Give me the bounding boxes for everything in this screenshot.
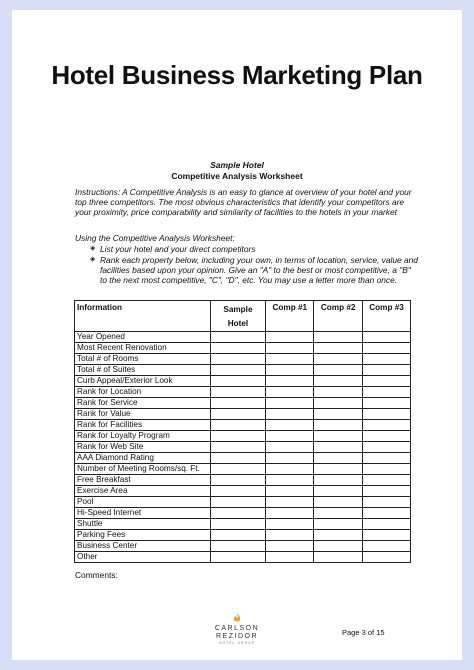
cell-sample-hotel bbox=[210, 431, 266, 442]
cell-comp-3 bbox=[363, 464, 411, 475]
cell-comp-1 bbox=[266, 431, 314, 442]
cell-comp-3 bbox=[363, 475, 411, 486]
table-row bbox=[75, 497, 411, 508]
cell-comp-3 bbox=[363, 530, 411, 541]
row-label: Total # of Suites bbox=[75, 365, 211, 376]
cell-comp-3 bbox=[363, 552, 411, 563]
table-row bbox=[75, 519, 411, 530]
row-label: Curb Appeal/Exterior Look bbox=[75, 376, 211, 387]
cell-comp-1 bbox=[266, 453, 314, 464]
row-label: Rank for Loyalty Program bbox=[75, 431, 211, 442]
cell-comp-3 bbox=[363, 442, 411, 453]
cell-comp-3 bbox=[363, 420, 411, 431]
cell-comp-1 bbox=[266, 530, 314, 541]
table-row bbox=[75, 398, 411, 409]
cell-comp-2 bbox=[314, 365, 363, 376]
cell-comp-1 bbox=[266, 519, 314, 530]
table-row bbox=[75, 431, 411, 442]
cell-comp-2 bbox=[314, 475, 363, 486]
table-row bbox=[75, 409, 411, 420]
cell-comp-1 bbox=[266, 365, 314, 376]
cell-sample-hotel bbox=[210, 420, 266, 431]
table-row bbox=[75, 453, 411, 464]
instructions-text: Instructions: A Competitive Analysis is an easy to glance at overview of your hotel and your top three competitors. The most obvious characteristics that identify your competitors are your proximity, price comparability and similarity of facilities to the hotels in your market bbox=[75, 187, 412, 217]
cell-comp-1 bbox=[266, 376, 314, 387]
row-label: Rank for Web Site bbox=[75, 442, 211, 453]
cell-comp-2 bbox=[314, 343, 363, 354]
row-label: Shuttle bbox=[75, 519, 211, 530]
table-row bbox=[75, 420, 411, 431]
cell-sample-hotel bbox=[210, 365, 266, 376]
cell-comp-3 bbox=[363, 398, 411, 409]
header-sample-hotel: Sample Hotel bbox=[210, 301, 266, 332]
cell-comp-2 bbox=[314, 376, 363, 387]
cell-comp-3 bbox=[363, 409, 411, 420]
company-logo bbox=[210, 613, 264, 646]
table-row bbox=[75, 464, 411, 475]
cell-sample-hotel bbox=[210, 497, 266, 508]
competitive-analysis-table bbox=[74, 300, 411, 563]
cell-sample-hotel bbox=[210, 354, 266, 365]
bullet-text: List your hotel and your direct competitors bbox=[100, 244, 256, 254]
cell-sample-hotel bbox=[210, 486, 266, 497]
cell-comp-1 bbox=[266, 343, 314, 354]
cell-comp-2 bbox=[314, 464, 363, 475]
cell-sample-hotel bbox=[210, 464, 266, 475]
cell-comp-3 bbox=[363, 365, 411, 376]
cell-comp-3 bbox=[363, 541, 411, 552]
cell-comp-2 bbox=[314, 354, 363, 365]
row-label: Free Breakfast bbox=[75, 475, 211, 486]
cell-comp-3 bbox=[363, 508, 411, 519]
header-information: Information bbox=[75, 301, 211, 332]
cell-comp-2 bbox=[314, 442, 363, 453]
table-row bbox=[75, 475, 411, 486]
cell-comp-1 bbox=[266, 497, 314, 508]
cell-comp-1 bbox=[266, 464, 314, 475]
cell-comp-3 bbox=[363, 497, 411, 508]
document-page bbox=[12, 10, 462, 660]
page-number: Page 3 of 15 bbox=[342, 628, 385, 637]
cell-sample-hotel bbox=[210, 343, 266, 354]
cell-comp-1 bbox=[266, 398, 314, 409]
cell-comp-1 bbox=[266, 552, 314, 563]
cell-comp-2 bbox=[314, 332, 363, 343]
cell-comp-3 bbox=[363, 453, 411, 464]
table-row bbox=[75, 552, 411, 563]
table-row bbox=[75, 442, 411, 453]
row-label: Rank for Location bbox=[75, 387, 211, 398]
list-item bbox=[90, 255, 420, 285]
cell-sample-hotel bbox=[210, 376, 266, 387]
bullet-text: Rank each property below, including your own, in terms of location, service, value and facilities based upon your opinion. Give an "A" to the best or most competitive, a "B" to the next most competitive, "C", "D", etc. You may use a letter more than once. bbox=[100, 255, 418, 285]
table-row bbox=[75, 332, 411, 343]
row-label: Rank for Value bbox=[75, 409, 211, 420]
cell-comp-1 bbox=[266, 508, 314, 519]
cell-comp-1 bbox=[266, 541, 314, 552]
logo-flame-icon bbox=[232, 613, 242, 623]
list-item bbox=[90, 244, 420, 254]
row-label: Rank for Service bbox=[75, 398, 211, 409]
cell-comp-1 bbox=[266, 486, 314, 497]
row-label: Hi-Speed Internet bbox=[75, 508, 211, 519]
cell-comp-1 bbox=[266, 387, 314, 398]
cell-comp-3 bbox=[363, 387, 411, 398]
cell-comp-2 bbox=[314, 409, 363, 420]
cell-comp-1 bbox=[266, 442, 314, 453]
cell-comp-2 bbox=[314, 530, 363, 541]
cell-comp-3 bbox=[363, 332, 411, 343]
table-row bbox=[75, 541, 411, 552]
row-label: Exercise Area bbox=[75, 486, 211, 497]
logo-line-3: HOTEL GROUP bbox=[218, 641, 256, 645]
bullet-icon: ◈ bbox=[90, 245, 96, 252]
cell-sample-hotel bbox=[210, 398, 266, 409]
cell-sample-hotel bbox=[210, 332, 266, 343]
table-row bbox=[75, 376, 411, 387]
hotel-name: Sample Hotel bbox=[210, 160, 264, 170]
header-comp-3: Comp #3 bbox=[363, 301, 411, 332]
table-row bbox=[75, 365, 411, 376]
cell-comp-2 bbox=[314, 431, 363, 442]
cell-comp-2 bbox=[314, 552, 363, 563]
page-title: Hotel Business Marketing Plan bbox=[51, 60, 423, 90]
cell-sample-hotel bbox=[210, 409, 266, 420]
cell-comp-1 bbox=[266, 332, 314, 343]
row-label: Pool bbox=[75, 497, 211, 508]
cell-comp-2 bbox=[314, 508, 363, 519]
bullet-list bbox=[90, 244, 420, 286]
cell-sample-hotel bbox=[210, 508, 266, 519]
cell-comp-3 bbox=[363, 519, 411, 530]
cell-sample-hotel bbox=[210, 387, 266, 398]
cell-sample-hotel bbox=[210, 552, 266, 563]
logo-line-1: CARLSON bbox=[214, 625, 260, 632]
row-label: Most Recent Renovation bbox=[75, 343, 211, 354]
row-label: AAA Diamond Rating bbox=[75, 453, 211, 464]
table-row bbox=[75, 530, 411, 541]
logo-line-2: REZIDOR bbox=[216, 633, 258, 640]
cell-comp-3 bbox=[363, 431, 411, 442]
table-row bbox=[75, 508, 411, 519]
table-row bbox=[75, 354, 411, 365]
cell-comp-2 bbox=[314, 453, 363, 464]
cell-comp-1 bbox=[266, 354, 314, 365]
row-label: Business Center bbox=[75, 541, 211, 552]
using-heading: Using the Competitive Analysis Worksheet: bbox=[75, 233, 235, 243]
cell-sample-hotel bbox=[210, 541, 266, 552]
header-comp-1: Comp #1 bbox=[266, 301, 314, 332]
cell-sample-hotel bbox=[210, 519, 266, 530]
cell-comp-1 bbox=[266, 409, 314, 420]
comments-label: Comments: bbox=[75, 570, 118, 580]
row-label: Year Opened bbox=[75, 332, 211, 343]
row-label: Other bbox=[75, 552, 211, 563]
table-row bbox=[75, 486, 411, 497]
header-comp-2: Comp #2 bbox=[314, 301, 363, 332]
cell-sample-hotel bbox=[210, 453, 266, 464]
cell-comp-2 bbox=[314, 486, 363, 497]
worksheet-title: Competitive Analysis Worksheet bbox=[171, 171, 303, 181]
cell-comp-3 bbox=[363, 486, 411, 497]
row-label: Rank for Facilities bbox=[75, 420, 211, 431]
cell-comp-3 bbox=[363, 354, 411, 365]
bullet-icon: ◈ bbox=[90, 256, 96, 263]
row-label: Number of Meeting Rooms/sq. Ft. bbox=[75, 464, 211, 475]
cell-sample-hotel bbox=[210, 530, 266, 541]
cell-comp-3 bbox=[363, 376, 411, 387]
table-row bbox=[75, 343, 411, 354]
cell-comp-2 bbox=[314, 497, 363, 508]
cell-sample-hotel bbox=[210, 475, 266, 486]
table-body bbox=[75, 332, 411, 563]
row-label: Parking Fees bbox=[75, 530, 211, 541]
cell-comp-2 bbox=[314, 387, 363, 398]
cell-comp-2 bbox=[314, 420, 363, 431]
cell-comp-1 bbox=[266, 420, 314, 431]
cell-comp-2 bbox=[314, 519, 363, 530]
cell-sample-hotel bbox=[210, 442, 266, 453]
cell-comp-3 bbox=[363, 343, 411, 354]
cell-comp-2 bbox=[314, 398, 363, 409]
table-header-row bbox=[75, 301, 411, 332]
cell-comp-1 bbox=[266, 475, 314, 486]
cell-comp-2 bbox=[314, 541, 363, 552]
row-label: Total # of Rooms bbox=[75, 354, 211, 365]
table-row bbox=[75, 387, 411, 398]
